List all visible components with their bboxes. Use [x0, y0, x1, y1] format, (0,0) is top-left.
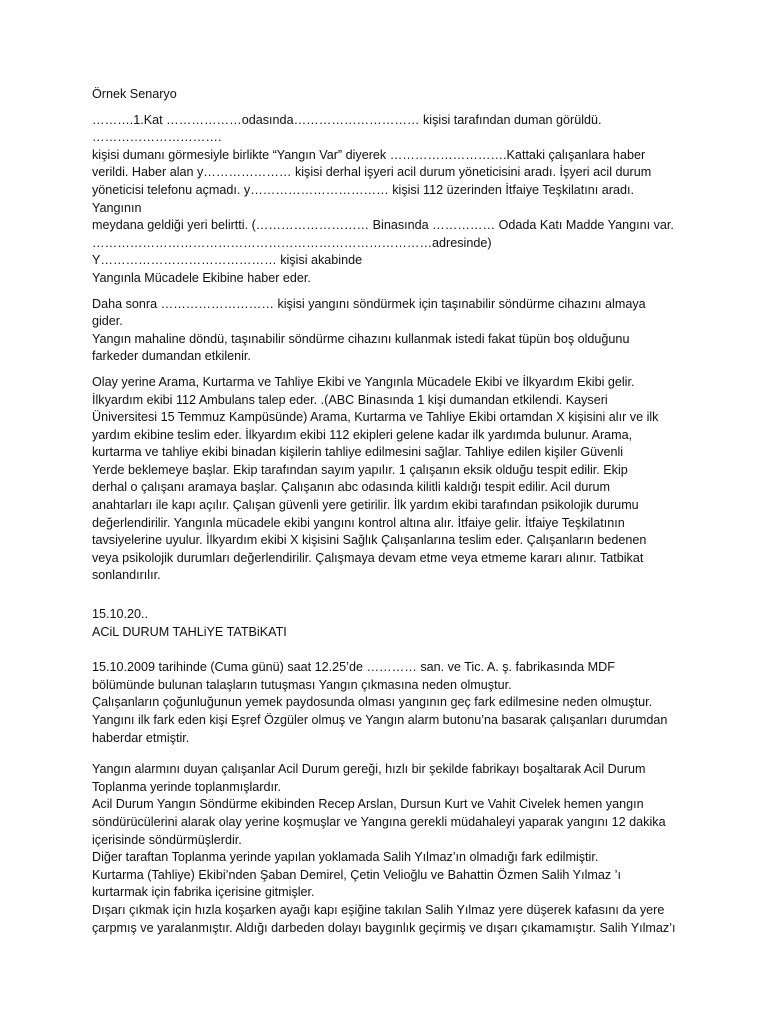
drill-paragraph-1: 15.10.2009 tarihinde (Cuma günü) saat 12.25’de ………… san. ve Tic. A. ş. fabrikasında MDF bölümünde bulunan talaşların tutuşması Yangın çıkmasına neden olmuştur. Çalışanların çoğunluğunun yemek paydosunda olması yangının geç fark edilmesine neden olmuştur. Yangını ilk fark eden kişi Eşref Özgüler olmuş ve Yangın alarm butonu’na basarak çalışanları durumdan haberdar etmiştir. — [92, 660, 668, 745]
scenario-title: Örnek Senaryo — [92, 87, 177, 101]
drill-section — [92, 606, 676, 937]
scenario-paragraph-2: Daha sonra ……………………… kişisi yangını söndürmek için taşınabilir söndürme cihazını almaya gider. Yangın mahaline döndü, taşınabilir söndürme cihazını kullanmak istedi fakat tüpün boş olduğunu farkeder dumandan etkilenir. — [92, 296, 646, 364]
drill-date: 15.10.20.. — [92, 607, 149, 621]
drill-title: ACiL DURUM TAHLiYE TATBiKATI — [92, 624, 287, 639]
scenario-paragraph-1: ……….1.Kat ………………odasında………………………… kişisi tarafından duman görüldü. …………………………. kişisi dumanı görmesiyle birlikte “Yangın Var” diyerek ……………………….Kattaki çalışanlara haber verildi. Haber alan y………………… kişisi derhal işyeri acil durum yöneticisini aradı. İşyeri acil durum yöneticisi telefonu açmadı. y…………………………… kişisi 112 üzerinden İtfaiye Teşkilatını aradı. Yangının meydana geldiği yeri belirtti. (……………………… Binasında …………… Odada Katı Madde Yangını var. ………………………………………………………………………adresinde) Y…………………………………… kişisi akabinde Yangınla Mücadele Ekibine haber eder. — [92, 112, 674, 285]
scenario-paragraph-3: Olay yerine Arama, Kurtarma ve Tahliye Ekibi ve Yangınla Mücadele Ekibi ve İlkyardım Ekibi gelir. İlkyardım ekibi 112 Ambulans talep eder. .(ABC Binasında 1 kişi dumandan etkilendi. Kayseri Üniversitesi 15 Temmuz Kampüsünde) Arama, Kurtarma ve Tahliye Ekibi ortamdan X kişisini alır ve ilk yardım ekibine teslim eder. İlkyardım ekibi 112 ekipleri gelene kadar ilk yardımda bulunur. Arama, kurtarma ve tahliye ekibi binadan kişilerin tahliye edilmesini sağlar. Tahliye edilen kişiler Güvenli Yerde beklemeye başlar. Ekip tarafından sayım yapılır. 1 çalışanın eksik olduğu tespit edilir. Ekip derhal o çalışanı aramaya başlar. Çalışanın abc odasında kilitli kaldığı tespit edilir. Acil durum anahtarları ile kapı açılır. Çalışan güvenli yere getirilir. İlk yardım ekibi tarafından psikolojik durumu değerlendirilir. Yangınla mücadele ekibi yangını kontrol altına alır. İtfaiye gelir. İtfaiye Teşkilatının tavsiyelerine uyulur. İlkyardım ekibi X kişisini Sağlık Çalışanlarına teslim eder. Çalışanların bedenen veya psikolojik durumları değerlendirilir. Çalışmaya devam etme veya etmeme kararı alınır. Tatbikat sonlandırılır. — [92, 374, 659, 583]
drill-paragraph-2: Yangın alarmını duyan çalışanlar Acil Durum gereği, hızlı bir şekilde fabrikayı boşaltarak Acil Durum Toplanma yerinde toplanmışlardır. Acil Durum Yangın Söndürme ekibinden Recep Arslan, Dursun Kurt ve Vahit Civelek hemen yangın söndürücülerini alarak olay yerine koşmuşlar ve Yangına gerekli müdahaleyi yaparak yangını 12 dakika içerisinde söndürmüşlerdir. Diğer taraftan Toplanma yerinde yapılan yoklamada Salih Yılmaz’ın olmadığı fark edilmiştir. Kurtarma (Tahliye) Ekibi’nden Şaban Demirel, Çetin Velioğlu ve Bahattin Özmen Salih Yılmaz ’ı kurtarmak için fabrika içerisine gitmişler. Dışarı çıkmak için hızla koşarken ayağı kapı eşiğine takılan Salih Yılmaz yere düşerek kafasını da yere çarpmış ve yaralanmıştır. Aldığı darbeden dolayı baygınlık geçirmiş ve dışarı çıkamamıştır. Salih Yılmaz’ı — [92, 762, 676, 935]
scenario-section — [92, 86, 676, 585]
